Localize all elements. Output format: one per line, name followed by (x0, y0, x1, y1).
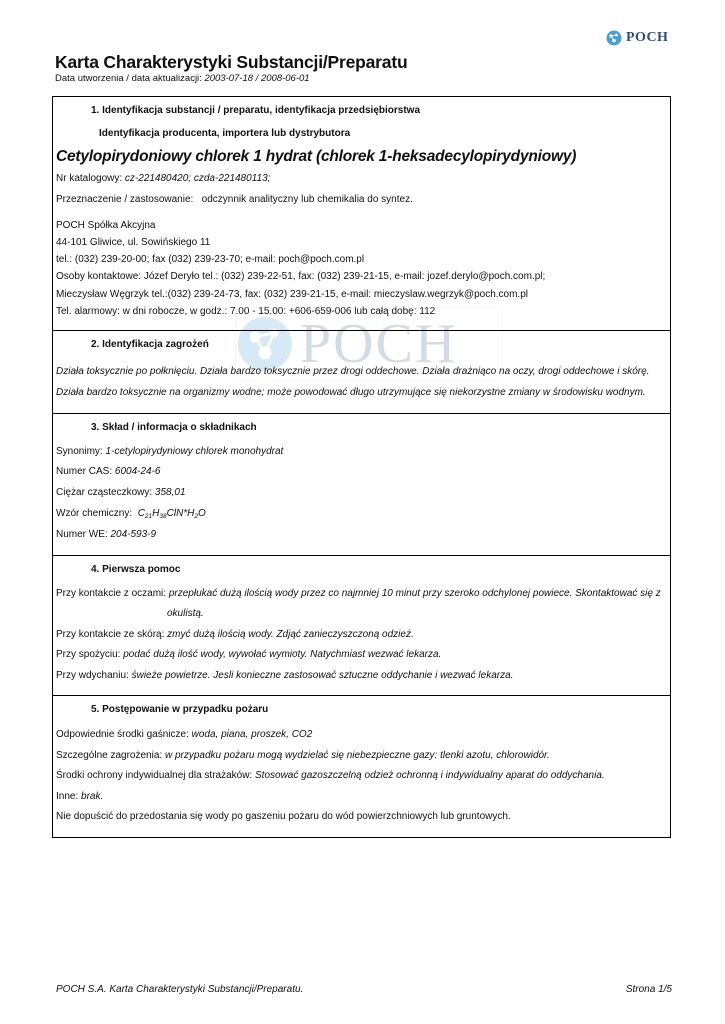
section-2-heading: 2. Identyfikacja zagrożeń (91, 339, 209, 350)
ingest-value: podać dużą ilość wody, wywołać wymioty. Natychmiast wezwać lekarza. (123, 649, 442, 660)
section-5-heading: 5. Postępowanie w przypadku pożaru (91, 704, 269, 715)
section-divider (53, 555, 670, 556)
we-label: Numer WE: (56, 529, 108, 540)
eyes-value: przepłukać dużą ilością wody przez co najmniej 10 minut przy szeroko odchylonej powiece. Skontaktować się z (168, 588, 661, 599)
section-1-subheading: Identyfikacja producenta, importera lub dystrybutora (99, 128, 351, 139)
section-1-heading: 1. Identyfikacja substancji / preparatu, identyfikacja przedsiębiorstwa (91, 105, 420, 116)
purpose-value: odczynnik analityczny lub chemikalia do syntez. (201, 194, 413, 205)
formula-label: Wzór chemiczny: (56, 508, 133, 519)
fire-hazards (56, 750, 550, 762)
first-aid-ingestion (56, 649, 441, 661)
document-title: Karta Charakterystyki Substancji/Preparatu (55, 52, 408, 72)
inhale-value: świeże powietrze. Jesli konieczne zastosować sztuczne oddychanie i wezwać lekarza. (131, 670, 514, 681)
first-aid-eyes (56, 588, 661, 600)
formula-c: C (137, 508, 145, 519)
formula-o: O (198, 508, 206, 519)
fire-ppe (56, 770, 605, 782)
ingest-label: Przy spożyciu: (56, 649, 121, 660)
eyes-label: Przy kontakcie z oczami: (56, 588, 167, 599)
poch-watermark-icon (236, 315, 294, 373)
catalog-value: cz-221480420; czda-221480113; (124, 173, 271, 184)
poch-logo (606, 27, 672, 49)
section-divider (53, 695, 670, 696)
hazard-text-2: Działa bardzo toksycznie na organizmy wodne; może powodować długo utrzymujące się niekorzystne zmiany w środowisku wodnym. (56, 387, 646, 398)
skin-value: zmyć dużą ilością wody. Zdjąć zanieczyszczoną odzież. (167, 629, 414, 640)
watermark-text: POCH (300, 313, 458, 375)
other-label: Inne: (56, 791, 79, 802)
synonyms-value: 1-cetylopirydyniowy chlorek monohydrat (105, 446, 284, 457)
page-number: Strona 1/5 (625, 984, 672, 995)
contact-person-2: Mieczysław Węgrzyk tel.:(032) 239-24-73, fax: (032) 239-21-15, e-mail: mieczyslaw.wegrzyk@poch.com.pl (56, 289, 528, 300)
skin-label: Przy kontakcie ze skórą: (56, 629, 165, 640)
footer-title: POCH S.A. Karta Charakterystyki Substancji/Preparatu. (56, 984, 304, 995)
emergency-phone: Tel. alarmowy: w dni robocze, w godz.: 7.00 - 15.00: +606-659-006 lub całą dobę: 112 (56, 306, 436, 317)
company-name: POCH Spółka Akcyjna (56, 220, 156, 231)
logo-text: POCH (626, 30, 669, 45)
hazards-value: w przypadku pożaru mogą wydzielać się niebezpieczne gazy: tlenki azotu, chlorowidór. (164, 750, 550, 761)
dates-value: 2003-07-18 / 2008-06-01 (204, 73, 310, 84)
synonyms-label: Synonimy: (56, 446, 103, 457)
other-value: brak. (81, 791, 104, 802)
purpose-label: Przeznaczenie / zastosowanie: (56, 194, 194, 205)
hazard-line-2 (56, 387, 646, 399)
formula-value (138, 508, 206, 519)
ppe-value: Stosować gazoszczelną odzież ochronną i indywidualny aparat do oddychania. (255, 770, 605, 781)
hazard-line-1 (56, 366, 649, 378)
ppe-label: Środki ochrony indywidualnej dla strażaków: (56, 770, 253, 781)
dates-label: Data utworzenia / data aktualizacji: (55, 73, 202, 84)
formula-h: H (152, 508, 160, 519)
chemical-formula (56, 508, 206, 523)
inhale-label: Przy wdychaniu: (56, 670, 129, 681)
section-4-heading: 4. Pierwsza pomoc (91, 564, 181, 575)
hazard-text-1: Działa toksycznie po połknięciu. Działa bardzo toksycznie przez drogi oddechowe. Działa drażniąco na oczy, drogi oddechowe i skórę. (56, 366, 650, 377)
document-dates (55, 73, 310, 84)
product-name: Cetylopirydoniowy chlorek 1 hydrat (chlorek 1-heksadecylopirydyniowy) (56, 148, 577, 165)
molecular-weight (56, 487, 186, 499)
we-number (56, 529, 156, 541)
eyes-value-cont: okulistą. (167, 608, 204, 619)
section-divider (53, 413, 670, 414)
mw-label: Ciężar cząsteczkowy: (56, 487, 153, 498)
cas-number (56, 466, 161, 478)
formula-rest: ClN*H (166, 508, 195, 519)
media-value: woda, piana, proszek, CO2 (191, 729, 313, 740)
catalog-number (56, 173, 270, 185)
content-box (52, 96, 671, 838)
media-label: Odpowiednie środki gaśnicze: (56, 729, 189, 740)
first-aid-eyes-cont (167, 608, 204, 620)
formula-h-sub: 38 (159, 513, 167, 520)
first-aid-skin (56, 629, 414, 641)
fire-other (56, 791, 103, 803)
section-divider (53, 330, 670, 331)
hazards-label: Szczególne zagrożenia: (56, 750, 163, 761)
contact-person-1: Osoby kontaktowe: Józef Deryło tel.: (032) 239-22-51, fax: (032) 239-21-15, e-mail: jozef.derylo@poch.com.pl; (56, 271, 546, 282)
section-3-heading: 3. Skład / informacja o składnikach (91, 422, 257, 433)
synonyms (56, 446, 283, 458)
company-address: 44-101 Gliwice, ul. Sowińskiego 11 (56, 237, 211, 248)
poch-logo-icon (606, 30, 622, 46)
we-value: 204-593-9 (110, 529, 157, 540)
fire-note: Nie dopuścić do przedostania się wody po gaszeniu pożaru do wód powierzchniowych lub gruntowych. (56, 811, 511, 822)
catalog-label: Nr katalogowy: (56, 173, 123, 184)
formula-h2-sub: 2 (194, 513, 199, 520)
cas-value: 6004-24-6 (114, 466, 161, 477)
fire-media (56, 729, 312, 741)
formula-c-sub: 21 (144, 513, 153, 520)
company-contact: tel.: (032) 239-20-00; fax (032) 239-23-70; e-mail: poch@poch.com.pl (56, 254, 365, 265)
purpose (56, 194, 413, 206)
first-aid-inhalation (56, 670, 513, 682)
mw-value: 358,01 (154, 487, 186, 498)
cas-label: Numer CAS: (56, 466, 113, 477)
